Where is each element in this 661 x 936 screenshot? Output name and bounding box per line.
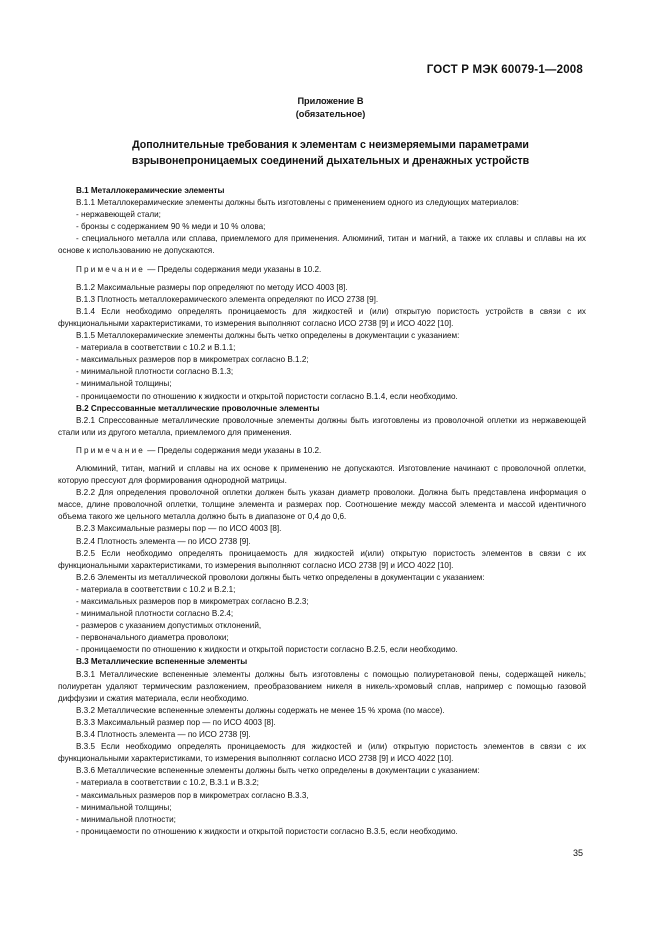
title-line-1: Дополнительные требования к элементам с неизмеряемыми параметрами (132, 139, 529, 151)
paragraph: В.3.3 Максимальный размер пор — по ИСО 4003 [8]. (76, 717, 276, 727)
title-line-2: взрывонепроницаемых соединений дыхательных и дренажных устройств (131, 155, 530, 167)
paragraph: В.3.4 Плотность элемента — по ИСО 2738 [9]. (76, 730, 251, 740)
paragraph: В.3.5 Если необходимо определять проницаемость для жидкостей и (или) открытую пористость элементов в связи с их функциональными характеристиками, то измерения выполняют согласно ИСО 2738 [9] и ИСО 4022 [10]. (58, 742, 586, 764)
list-item: - проницаемости по отношению к жидкости и открытой пористости согласно В.3.5, если необходимо. (76, 826, 458, 836)
section-heading: В.1 Металлокерамические элементы (76, 186, 225, 195)
list-item: - минимальной плотности согласно В.1.3; (76, 367, 234, 377)
standard-designation: ГОСТ Р МЭК 60079-1—2008 (426, 64, 583, 76)
paragraph: В.2.4 Плотность элемента — по ИСО 2738 [9]. (76, 536, 251, 546)
list-item: - проницаемости по отношению к жидкости и открытой пористости согласно В.1.4, если необходимо. (76, 391, 458, 401)
list-item: - минимальной плотности согласно В.2.4; (76, 609, 234, 619)
section-heading: В.3 Металлические вспененные элементы (76, 657, 248, 667)
paragraph: В.1.1 Металлокерамические элементы должны быть изготовлены с применением одного из следующих материалов: (76, 198, 519, 208)
paragraph: В.2.3 Максимальные размеры пор — по ИСО 4003 [8]. (76, 524, 282, 534)
paragraph: В.1.5 Металлокерамические элементы должны быть четко определены в документации с указанием: (76, 331, 460, 341)
note-label: Примечание (76, 264, 146, 274)
paragraph: В.3.2 Металлические вспененные элементы должны содержать не менее 15 % хрома (по массе). (76, 705, 445, 715)
page-number: 35 (572, 848, 583, 858)
list-item: - размеров с указанием допустимых отклонений, (76, 621, 262, 631)
note (58, 264, 586, 276)
paragraph: В.2.5 Если необходимо определять проницаемость для жидкостей и(или) открытую пористость элементов в связи с их функциональными характеристиками, то измерения выполняют согласно ИСО 2738 [9] и ИСО 4022 [10]. (58, 548, 586, 570)
list-item: - минимальной плотности; (76, 814, 176, 824)
list-item: - бронзы с содержанием 90 % меди и 10 % олова; (76, 222, 266, 232)
list-item: - первоначального диаметра проволоки; (76, 633, 229, 643)
paragraph: В.1.3 Плотность металлокерамического элемента определяют по ИСО 2738 [9]. (76, 294, 379, 304)
paragraph: В.1.4 Если необходимо определять проницаемость для жидкостей и (или) открытую пористость устройств в связи с их функциональными характеристиками, то измерения выполняют согласно ИСО 2738 [9] и ИСО 4022 [10]. (58, 306, 586, 328)
paragraph: В.2.6 Элементы из металлической проволоки должны быть четко определены в документации с указанием: (76, 572, 485, 582)
list-item: - минимальной толщины; (76, 379, 172, 389)
list-item: - минимальной толщины; (76, 802, 172, 812)
list-item: - нержавеющей стали; (76, 210, 161, 220)
list-item: - материала в соответствии с 10.2 и В.2.1; (76, 584, 236, 594)
list-item: - проницаемости по отношению к жидкости и открытой пористости согласно В.2.5, если необходимо. (76, 645, 458, 655)
note-label: Примечание (76, 445, 146, 455)
note-text: — Пределы содержания меди указаны в 10.2. (145, 445, 322, 455)
paragraph: В.3.1 Металлические вспененные элементы должны быть изготовлены с помощью полиуретановой пены, содержащей никель; полиуретан удаляют термическим разложением, преобразованием никеля в никель-хромовый сплав, например с помощью газовой диффузии и сжатия материала, если необходимо. (58, 669, 586, 703)
list-item: - специального металла или сплава, приемлемого для применения. Алюминий, титан и магний, а также их сплавы и сплавы на их основе к использованию не допускаются. (58, 234, 586, 256)
annex-title: Приложение В (297, 96, 364, 106)
annex-heading (0, 95, 661, 121)
list-item: - максимальных размеров пор в микрометрах согласно В.2.3; (76, 597, 309, 606)
paragraph: В.2.1 Спрессованные металлические проволочные элементы должны быть изготовлены из проволочной оплетки из нержавеющей стали или из другого металла, приемлемого для применения. (58, 415, 586, 437)
paragraph: В.2.2 Для определения проволочной оплетки должен быть указан диаметр проволоки. Должна быть представлена информация о массе, длине проволочной оплетки, толщине элемента и размерах пор. Соотношение между массой элемента и массой идентичного объема такого же цельного металла должно быть в диапазоне от 0,4 до 0,6. (58, 488, 586, 522)
list-item: - максимальных размеров пор в микрометрах согласно В.1.2; (76, 355, 309, 365)
document-body (58, 185, 586, 838)
note (58, 445, 586, 457)
annex-status: (обязательное) (295, 109, 366, 119)
paragraph: В.1.2 Максимальные размеры пор определяют по методу ИСО 4003 [8]. (76, 282, 348, 292)
document-title (0, 137, 661, 169)
list-item: - материала в соответствии с 10.2, В.3.1 и В.3.2; (76, 778, 259, 788)
note-text: — Пределы содержания меди указаны в 10.2. (145, 264, 322, 274)
paragraph: В.3.6 Металлические вспененные элементы должны быть четко определены в документации с указанием: (76, 766, 480, 776)
list-item: - материала в соответствии с 10.2 и В.1.1; (76, 343, 236, 353)
list-item: - максимальных размеров пор в микрометрах согласно В.3.3, (76, 790, 309, 800)
paragraph: Алюминий, титан, магний и сплавы на их основе к применению не допускаются. Изготовление начинают с проволочной оплетки, которую прессуют для формирования однородной матрицы. (58, 463, 586, 486)
section-heading: В.2 Спрессованные металлические проволочные элементы (76, 403, 320, 413)
